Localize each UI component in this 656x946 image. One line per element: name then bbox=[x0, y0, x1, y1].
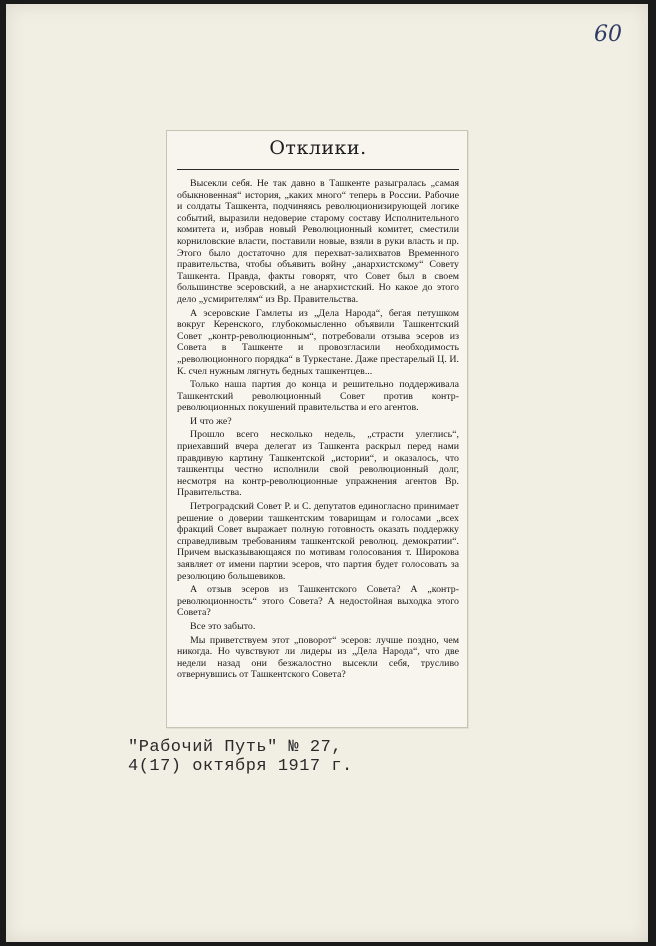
clipping-title: Отклики. bbox=[269, 137, 367, 159]
source-citation bbox=[128, 738, 353, 776]
clipping-paragraph: Петроградский Совет Р. и С. депутатов единогласно принимает решение о доверии ташкентским товарищам и голосами „всех фракций Совет выражает полную готовность оказать поддержку справедливым требованиям ташкентской революц. демократии“. Причем высказывающаяся по мотивам голосования т. Широкова заявляет от имени партии эсеров, что партия будет голосовать за резолюцию большевиков. bbox=[177, 501, 459, 582]
clipping-paragraph: Высекли себя. Не так давно в Ташкенте разыгралась „самая обыкновенная“ история, „каких много“ теперь в России. Рабочие и солдаты Ташкента, подчиняясь революционизирующей логике событий, выразили недоверие старому составу Исполнительного комитета и, избрав новый Революционный комитет, сместили корниловские власти, поставили новые, взяли в руки власть и пр. Этого было достаточно для перехват-залихватов Временного правительства, чтобы объявить войну „анархистскому“ Совету Ташкента. Правда, факты говорят, что Совет был в своем большинстве эсеровский, а не анархистский. Но какое до этого дело „усмирителям“ из Вр. Правительства. bbox=[177, 178, 459, 305]
clipping-paragraph: А отзыв эсеров из Ташкентского Совета? А „контр-революционность“ этого Совета? А недостойная выходка этого Совета? bbox=[177, 584, 459, 619]
source-line-2: 4(17) октября 1917 г. bbox=[128, 757, 353, 776]
archive-sheet bbox=[6, 4, 648, 942]
title-divider bbox=[177, 169, 459, 170]
clipping-paragraph: И что же? bbox=[190, 415, 232, 427]
clipping-paragraph: Все это забыто. bbox=[190, 620, 256, 632]
clipping-paragraph: Прошло всего несколько недель, „страсти улеглись“, приехавший вчера делегат из Ташкента раскрыл перед нами правдивую картину Ташкентской „истории“, и оказалось, что ташкентцы честно исполнили свой революционный долг, несмотря на контр-революционные упражнения агентов Вр. Правительства. bbox=[177, 429, 459, 499]
newspaper-clipping bbox=[166, 130, 468, 728]
clipping-paragraph: А эсеровские Гамлеты из „Дела Народа“, бегая петушком вокруг Керенского, глубокомысленно объявили Ташкентский Совет „контр-революционным“, потребовали отзыва эсеров из Совета в Ташкенте и провозгласили необходимость „революционного порядка“ в Туркестане. Даже престарелый Ц. И. К. счел нужным лягнуть бедных ташкентцев... bbox=[177, 307, 459, 377]
source-line-1: "Рабочий Путь" № 27, bbox=[128, 738, 343, 757]
clipping-paragraph: Только наша партия до конца и решительно поддерживала Ташкентский революционный Совет против контр-революционных покушений правительства и его агентов. bbox=[177, 379, 459, 414]
page-number: 60 bbox=[594, 22, 622, 47]
clipping-paragraph: Мы приветствуем этот „поворот“ эсеров: лучше поздно, чем никогда. Но чувствуют ли лидеры из „Дела Народа“, что две недели назад они безжалостно высекли себя, трусливо отвернувшись от Ташкентского Совета? bbox=[177, 634, 459, 681]
